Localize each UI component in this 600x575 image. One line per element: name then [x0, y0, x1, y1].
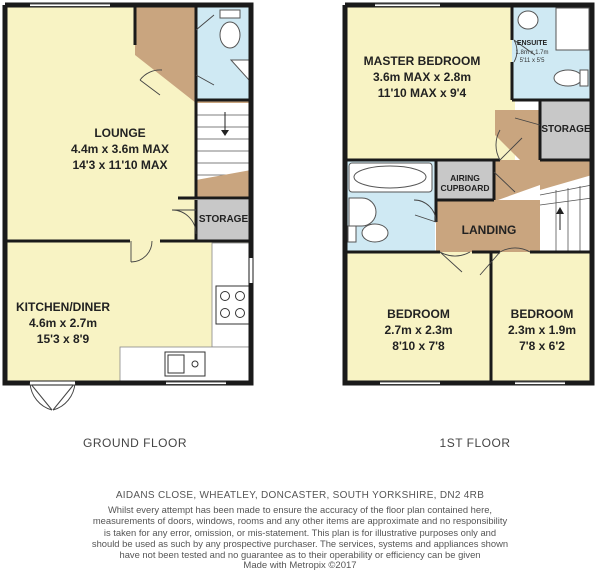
ground-floor-plan	[5, 4, 251, 410]
ensuite-metric: 1.8m x 1.7m	[515, 50, 549, 56]
lounge-imperial: 14'3 x 11'10 MAX	[72, 158, 168, 172]
kitchen-sink	[165, 352, 205, 376]
first-floor-label: 1ST FLOOR	[439, 436, 511, 450]
ground-floor-label: GROUND FLOOR	[82, 436, 187, 450]
kitchen-metric: 4.6m x 2.7m	[28, 316, 98, 330]
kitchen-imperial: 15'3 x 8'9	[36, 332, 90, 346]
first-storage-label: STORAGE	[541, 124, 591, 135]
bedroom2-name: BEDROOM	[387, 307, 450, 321]
lounge-name: LOUNGE	[94, 126, 146, 140]
bedroom3-metric: 2.3m x 1.9m	[507, 323, 577, 337]
lounge-alcove	[5, 5, 135, 241]
ensuite-imperial: 5'11 x 5'5	[519, 58, 545, 64]
airing-cupboard-line1: AIRING	[450, 173, 480, 183]
bedroom2-metric: 2.7m x 2.3m	[384, 323, 453, 337]
bedroom2-imperial: 8'10 x 7'8	[392, 339, 445, 353]
lounge-metric: 4.4m x 3.6m MAX	[70, 142, 170, 156]
ground-storage-label: STORAGE	[198, 214, 249, 225]
kitchen-name: KITCHEN/DINER	[15, 300, 110, 314]
master-bedroom-metric: 3.6m MAX x 2.8m	[372, 70, 472, 84]
ground-wc	[196, 5, 251, 100]
property-address: AIDANS CLOSE, WHEATLEY, DONCASTER, SOUTH YORKSHIRE, DN2 4RB	[115, 490, 485, 501]
bedroom3-name: BEDROOM	[510, 307, 574, 321]
ground-toilet	[220, 22, 240, 48]
disclaimer-text: Whilst every attempt has been made to ensure the accuracy of the floor plan contained here, measurements of doors, windows, rooms and any other items are approximate and no responsibility is taken for any error, omission, or mis-statement. This plan is for illustrative purposes only and should be used as such by any prospective purchaser. The services, systems and appliances shown have not been tested and no guarantee as to their operability or efficiency can be given	[91, 504, 509, 561]
kitchen-hob	[216, 286, 249, 324]
master-bedroom-name: MASTER BEDROOM	[363, 54, 481, 68]
made-with-credit: Made with Metropix ©2017	[243, 560, 357, 571]
landing-name: LANDING	[461, 223, 517, 237]
bedroom3-imperial: 7'8 x 6'2	[519, 339, 565, 353]
ensuite-name: ENSUITE	[516, 40, 548, 47]
master-bedroom-imperial: 11'10 MAX x 9'4	[377, 86, 467, 100]
airing-cupboard-line2: CUPBOARD	[440, 183, 490, 193]
kitchen-french-doors	[30, 383, 75, 410]
